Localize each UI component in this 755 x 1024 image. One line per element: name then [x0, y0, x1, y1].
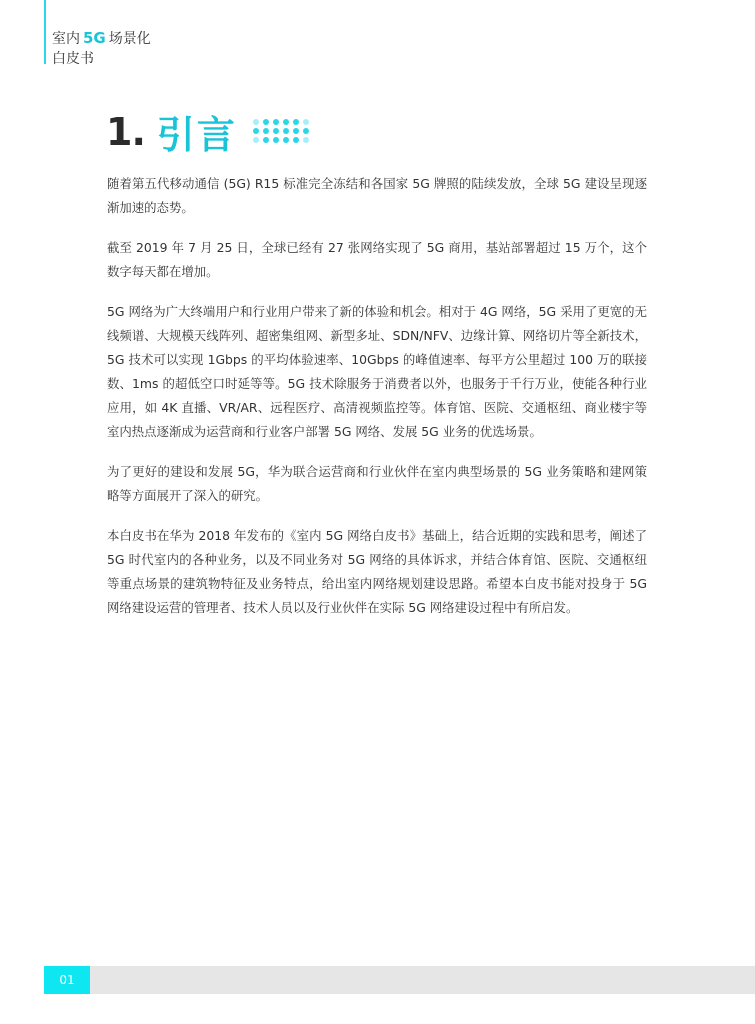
header-suffix: 场景化: [108, 31, 151, 47]
page-number: 01: [44, 966, 90, 994]
section-number: 1.: [106, 109, 145, 154]
header-accent-5g: 5G: [83, 29, 106, 47]
decorative-dots-icon: [253, 119, 310, 144]
header-prefix: 室内: [52, 31, 80, 47]
header-title-line2: 白皮书: [52, 51, 94, 67]
section-heading: [106, 104, 310, 159]
section-title: 引言: [156, 113, 237, 157]
paragraph: 截至 2019 年 7 月 25 日，全球已经有 27 张网络实现了 5G 商用，基站部署超过 15 万个，这个数字每天都在增加。: [107, 240, 647, 279]
body-content: [107, 172, 647, 636]
paragraph: 为了更好的建设和发展 5G，华为联合运营商和行业伙伴在室内典型场景的 5G 业务策略和建网策略等方面展开了深入的研究。: [107, 464, 647, 503]
header-side-rule: [44, 0, 46, 64]
paragraph: 本白皮书在华为 2018 年发布的《室内 5G 网络白皮书》基础上，结合近期的实践和思考，阐述了 5G 时代室内的各种业务，以及不同业务对 5G 网络的具体诉求，并结合体育馆、医院、交通枢纽等重点场景的建筑物特征及业务特点，给出室内网络规划建设思路。希望本白皮书能对投身于 5G 网络建设运营的管理者、技术人员以及行业伙伴在实际 5G 网络建设过程中有所启发。: [107, 528, 647, 615]
footer-bar: [44, 966, 755, 994]
header-title-line1: [52, 28, 151, 49]
document-header: [52, 28, 151, 69]
paragraph: 5G 网络为广大终端用户和行业用户带来了新的体验和机会。相对于 4G 网络，5G 采用了更宽的无线频谱、大规模天线阵列、超密集组网、新型多址、SDN/NFV、边缘计算、网络切片等全新技术，5G 技术可以实现 1Gbps 的平均体验速率、10Gbps 的峰值速率、每平方公里超过 100 万的联接数、1ms 的超低空口时延等等。5G 技术除服务于消费者以外，也服务于千行万业，使能各种行业应用，如 4K 直播、VR/AR、远程医疗、高清视频监控等。体育馆、医院、交通枢纽、商业楼宇等室内热点逐渐成为运营商和行业客户部署 5G 网络、发展 5G 业务的优选场景。: [107, 304, 647, 439]
paragraph: 随着第五代移动通信 (5G) R15 标准完全冻结和各国家 5G 牌照的陆续发放，全球 5G 建设呈现逐渐加速的态势。: [107, 176, 647, 215]
